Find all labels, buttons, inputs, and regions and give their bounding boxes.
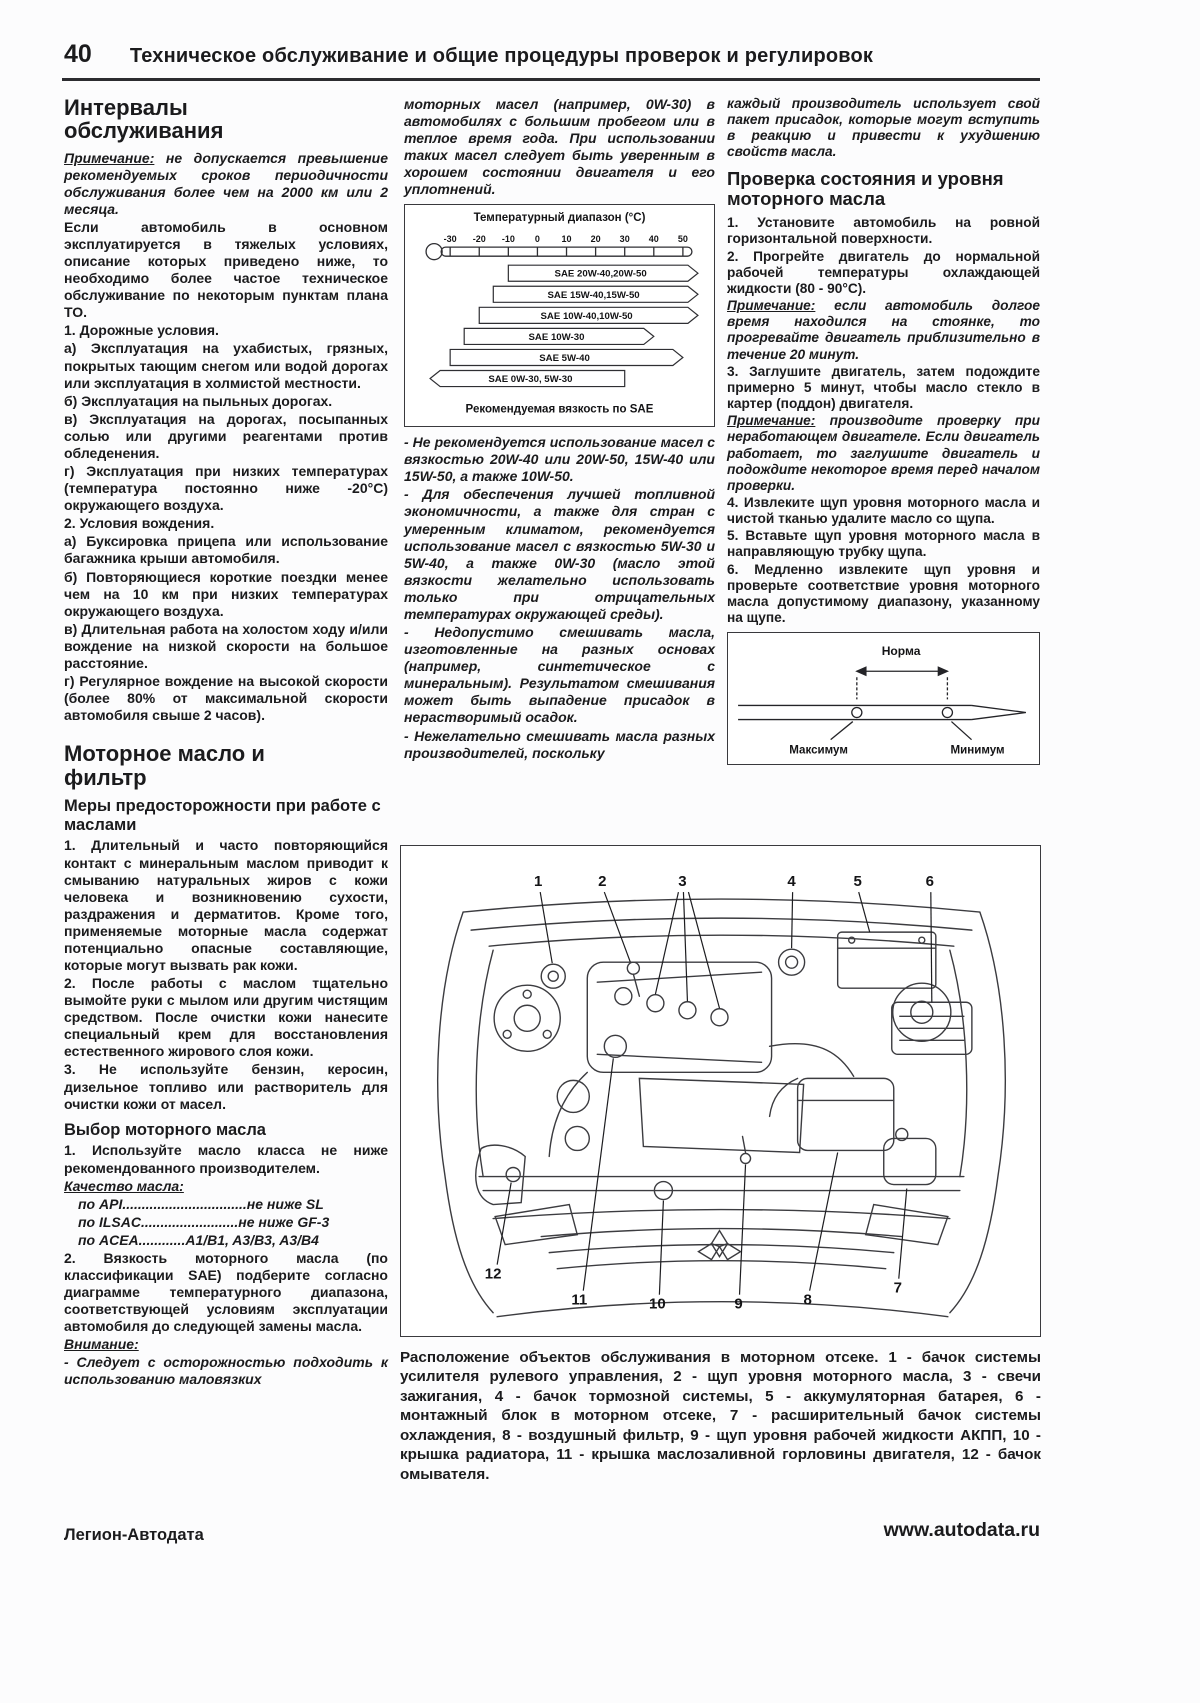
callout-3: 3 xyxy=(678,873,687,891)
viscosity-bar-label: SAE 5W-40 xyxy=(539,353,590,365)
step: 5. Вставьте щуп уровня моторного масла в направляющую трубку щупа. xyxy=(727,528,1040,560)
page-header xyxy=(64,40,1040,69)
note-text: производите проверку при неработающем двигателе. Если двигатель работает, то заглушите двигатель и подождите некоторое время перед началом проверки. xyxy=(727,413,1040,493)
subheading-oil-precautions: Меры предосторожности при работе с маслами xyxy=(64,796,381,834)
paragraph: 1. Используйте масло класса не ниже рекомендованного производителем. xyxy=(64,1142,388,1176)
chart-tick-label: 40 xyxy=(648,234,659,245)
callout-5: 5 xyxy=(853,873,862,891)
power-steering-reservoir xyxy=(541,964,565,988)
dipstick-norm-label: Норма xyxy=(881,644,921,659)
list-title: 2. Условия вождения. xyxy=(64,515,215,532)
page-title: Техническое обслуживание и общие процедуры проверок и регулировок xyxy=(129,45,874,67)
sae-viscosity-chart xyxy=(404,204,715,427)
list-item: г) Регулярное вождение на высокой скорости (более 80% от максимальной скорости автомобиля свыше 2 часов). xyxy=(64,672,388,724)
note-label: Примечание: xyxy=(727,413,816,429)
note-text: если автомобиль долгое время находился на стоянке, то прогревайте двигатель приблизительно в течение 20 минут. xyxy=(727,298,1040,362)
engine-bay-drawing xyxy=(401,846,1040,1336)
list-item: г) Эксплуатация при низких температурах (температура постоянно ниже -20°C) окружающего воздуха. xyxy=(64,463,388,514)
callout-6: 6 xyxy=(925,873,934,891)
note-paragraph xyxy=(727,298,1040,363)
list-item: в) Длительная работа на холостом ходу и/или вождение на низкой скорости на большое расстояние. xyxy=(64,620,388,671)
brake-fluid-reservoir xyxy=(779,949,805,975)
callout-9: 9 xyxy=(734,1295,743,1313)
paragraph: 1. Длительный и часто повторяющийся контакт с минеральным маслом приводит к смыванию натуральных жиров с кожи человека и возникновению сухости, раздражения и дерматитов. Кроме того, применяемые моторные масла содержат потенциально опасные составляющие, которые могут вызвать рак кожи. xyxy=(64,837,388,973)
paragraph: 2. Вязкость моторного масла (по классификации SAE) подберите согласно диаграмме температурного диапазона, соответствующей условиям эксплуатации автомобиля до следующей замены масла. xyxy=(64,1249,388,1335)
oil-quality-row: по ACEA............A1/B1, A3/B3, A3/B4 xyxy=(78,1231,319,1248)
callout-7: 7 xyxy=(893,1279,902,1297)
callout-8: 8 xyxy=(803,1291,812,1309)
air-filter-box xyxy=(770,1078,894,1150)
engine-bay-outline xyxy=(438,899,1006,1317)
subheading-oil-choice: Выбор моторного масла xyxy=(64,1120,266,1139)
footer-publisher: Легион-Автодата xyxy=(64,1526,204,1544)
sae-chart-drawing xyxy=(405,205,714,426)
heading-oil-level-check: Проверка состояния и уровня моторного масла xyxy=(727,167,1004,209)
note-label: Примечание: xyxy=(64,149,155,166)
paragraph: 2. После работы с маслом тщательно вымойте руки с мылом или другим чистящим средством. После очистки кожи нанесите специальный крем для восстановления естественного жирового слоя кожи. xyxy=(64,975,388,1060)
chart-tick-label: 30 xyxy=(619,234,630,245)
note-paragraph xyxy=(727,413,1040,494)
heading-service-intervals: Интервалы обслуживания xyxy=(64,95,224,144)
viscosity-bar-label: SAE 10W-30 xyxy=(528,332,585,344)
paragraph: 3. Не используйте бензин, керосин, дизельное топливо или растворитель для очистки кожи от масел. xyxy=(64,1061,388,1112)
callout-1: 1 xyxy=(534,873,543,891)
note-label: Внимание: xyxy=(64,1336,139,1353)
column-middle xyxy=(404,96,715,763)
chart-tick-label: -30 xyxy=(443,234,457,245)
temperature-tick-labels xyxy=(444,235,688,245)
chart-tick-label: 20 xyxy=(590,234,601,245)
list-title: 1. Дорожные условия. xyxy=(64,322,219,339)
chart-caption: Рекомендуемая вязкость по SAE xyxy=(465,404,654,417)
list-item: а) Буксировка прицепа или использование багажника крыши автомобиля. xyxy=(64,533,388,567)
diagram-caption: Расположение объектов обслуживания в моторном отсеке. 1 - бачок системы усилителя рулевого управления, 2 - щуп уровня моторного масла, 3 - свечи зажигания, 4 - бачок тормозной системы, 5 - аккумуляторная батарея, 6 - монтажный блок в моторном отсеке, 7 - расширительный бачок системы охлаждения, 8 - воздушный фильтр, 9 - щуп уровня рабочей жидкости АКПП, 10 - крышка радиатора, 11 - крышка маслозаливной горловины двигателя, 12 - бачок омывателя. xyxy=(400,1349,1041,1483)
temperature-scale xyxy=(426,244,692,260)
step: 4. Извлеките щуп уровня моторного масла и чистой тканью удалите масло со щупа. xyxy=(727,494,1040,527)
note-label: Качество масла: xyxy=(64,1177,184,1194)
viscosity-bar-label: SAE 15W-40,15W-50 xyxy=(547,290,640,302)
viscosity-bar-label: SAE 0W-30, 5W-30 xyxy=(488,374,573,386)
step: 6. Медленно извлеките щуп уровня и проверьте соответствие уровня моторного масла допустимому диапазону, указанному на щупе. xyxy=(727,561,1040,626)
heading-engine-oil-filter: Моторное масло и фильтр xyxy=(64,741,265,790)
step: 2. Прогрейте двигатель до нормальной рабочей температуры охлаждающей жидкости (80 - 90°C). xyxy=(727,248,1040,296)
warning-label xyxy=(64,1336,388,1353)
step: 1. Установите автомобиль на ровной горизонтальной поверхности. xyxy=(727,215,1040,247)
paragraph-continued: каждый производитель использует свой пакет присадок, которые могут вступить в реакцию и привести к ухудшению свойств масла. xyxy=(727,96,1040,160)
chart-tick-label: 50 xyxy=(677,234,688,245)
chart-tick-label: 10 xyxy=(561,234,572,245)
chart-tick-label: 0 xyxy=(534,234,540,245)
column-left xyxy=(64,96,388,1390)
dipstick-shape xyxy=(738,667,1026,739)
oil-quality-row: по API................................не ниже SL xyxy=(78,1195,324,1212)
chart-title: Температурный диапазон (°C) xyxy=(473,212,646,225)
footer-website: www.autodata.ru xyxy=(883,1519,1040,1541)
viscosity-bar-label: SAE 10W-40,10W-50 xyxy=(540,311,633,323)
callout-10: 10 xyxy=(649,1295,666,1313)
bullet-item: - Для обеспечения лучшей топливной экономичности, а также для стран с умеренным климатом, рекомендуется использование масел с вязкостью 5W-30 и 5W-40, а также 0W-30 (масло этой вязкости желательно использовать только при отрицательных температурах окружающей среды). xyxy=(404,486,715,622)
note-paragraph xyxy=(64,150,388,218)
paragraph-continued: моторных масел (например, 0W-30) в автомобилях с большим пробегом или в теплое время года. При использовании таких масел следует быть уверенным в хорошем состоянии двигателя и его уплотнений. xyxy=(404,96,715,198)
dipstick-drawing xyxy=(728,633,1039,764)
bullet-item: - Нежелательно смешивать масла разных производителей, поскольку xyxy=(404,727,715,761)
warning-item: - Следует с осторожностью подходить к использованию маловязких xyxy=(64,1354,388,1388)
oil-filler-cap xyxy=(604,1035,626,1057)
list-item: б) Повторяющиеся короткие поездки менее чем на 10 км при низких температурах окружающего воздуха. xyxy=(64,568,388,619)
engine-bay-figure xyxy=(400,845,1041,1337)
dipstick-diagram xyxy=(727,632,1040,765)
dipstick-max-label: Максимум xyxy=(789,744,848,757)
paragraph: Если автомобиль в основном эксплуатируется в тяжелых условиях, описание которых приведено ниже, то необходимо более частое техническое обслуживание по некоторым пунктам плана ТО. xyxy=(64,218,388,321)
viscosity-bars xyxy=(430,266,698,387)
viscosity-bar-label: SAE 20W-40,20W-50 xyxy=(554,269,647,281)
dipstick-min-label: Минимум xyxy=(950,744,1005,757)
note-text: не допускается превышение рекомендуемых сроков периодичности обслуживания более чем на 2000 км или 2 месяца. xyxy=(64,149,388,217)
step: 3. Заглушите двигатель, затем подождите примерно 5 минут, чтобы масло стекло в картер (поддон) двигателя. xyxy=(727,363,1040,412)
chart-tick-label: -20 xyxy=(472,234,486,245)
oil-quality-row: по ILSAC.........................не ниже GF-3 xyxy=(78,1213,330,1230)
callout-11: 11 xyxy=(571,1291,588,1309)
column-right xyxy=(727,96,1040,772)
header-rule xyxy=(62,78,1040,81)
list-item: б) Эксплуатация на пыльных дорогах. xyxy=(64,392,333,409)
bullet-item: - Не рекомендуется использование масел с вязкостью 20W-40 или 20W-50, 15W-40 или 15W-50, а также 10W-50. xyxy=(404,434,715,485)
spark-plugs xyxy=(615,988,728,1026)
callout-2: 2 xyxy=(598,873,607,891)
bullet-item: - Недопустимо смешивать масла, изготовленные на разных основах (например, синтетическое с минеральным). Результатом смешивания может быть выпадение присадок в нерастворимый осадок. xyxy=(404,624,715,726)
callout-4: 4 xyxy=(787,873,796,891)
oil-quality-label xyxy=(64,1178,388,1195)
note-label: Примечание: xyxy=(727,298,816,314)
list-item: а) Эксплуатация на ухабистых, грязных, покрытых тающим снегом или водой дорогах или эксплуатация в холмистой местности. xyxy=(64,340,388,391)
list-item: в) Эксплуатация на дорогах, посыпанных солью или другими реагентами против обледенения. xyxy=(64,410,388,461)
callout-12: 12 xyxy=(484,1265,502,1283)
fuse-box xyxy=(892,1002,972,1054)
page-number: 40 xyxy=(64,40,92,68)
chart-tick-label: -10 xyxy=(501,234,515,245)
